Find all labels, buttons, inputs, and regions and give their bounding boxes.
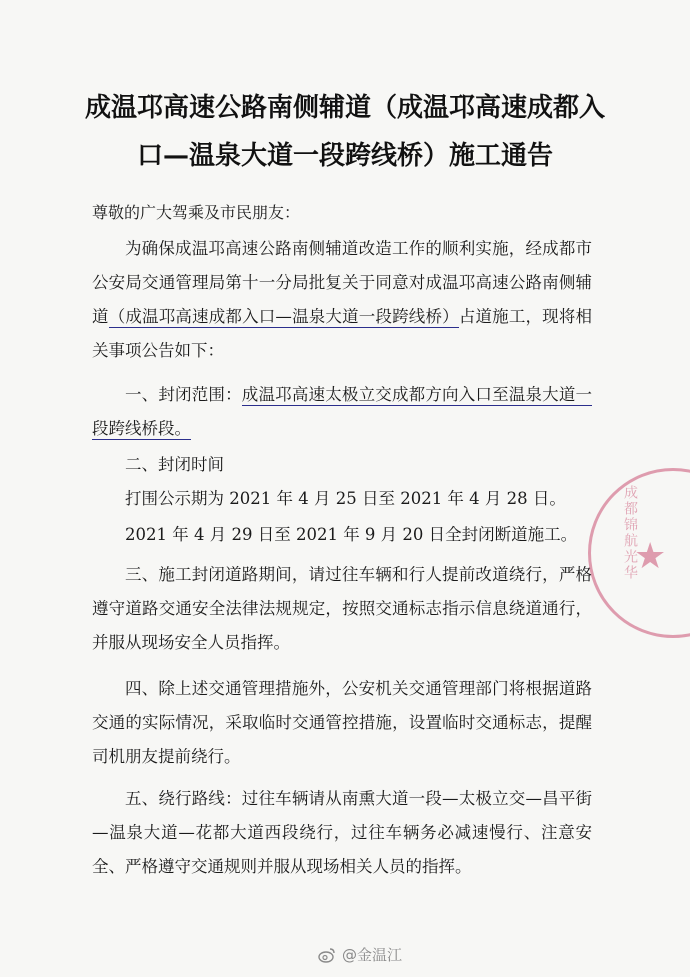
section-2-heading: 二、封闭时间	[125, 455, 224, 474]
intro-underlined-text: （成温邛高速成都入口—温泉大道一段跨线桥）	[108, 307, 459, 326]
page-title: 成温邛高速公路南侧辅道（成温邛高速成都入口—温泉大道一段跨线桥）施工通告	[84, 93, 605, 171]
section-2-line-2: 2021 年 4 月 29 日至 2021 年 9 月 20 日全封闭断道施工。	[125, 525, 578, 544]
salutation: 尊敬的广大驾乘及市民朋友：	[92, 203, 301, 222]
weibo-watermark	[318, 944, 402, 965]
section-3: 三、施工封闭道路期间，请过往车辆和行人提前改道绕行，严格遵守道路交通安全法律法规规定，按照交通标志指示信息绕道通行，并服从现场安全人员指挥。	[92, 565, 592, 652]
section-1-label: 一、封闭范围：	[125, 385, 242, 404]
intro-paragraph	[92, 232, 592, 368]
intro-text-end: 占道施工，现将相关事项公告如下：	[92, 307, 593, 360]
section-1	[92, 378, 592, 446]
section-4: 四、除上述交通管理措施外，公安机关交通管理部门将根据道路交通的实际情况，采取临时交通管控措施，设置临时交通标志，提醒司机朋友提前绕行。	[92, 679, 592, 766]
section-1-underlined-text: 成温邛高速太极立交成都方向入口至温泉大道一段跨线桥段。	[92, 385, 593, 438]
watermark-text: @金温江	[342, 946, 403, 964]
weibo-icon	[318, 947, 336, 963]
intro-text: 为确保成温邛高速公路南侧辅道改造工作的顺利实施，经成都市公安局交通管理局第十一分局批复关于同意对成温邛高速公路南侧辅道	[92, 239, 592, 326]
section-5: 五、绕行路线：过往车辆请从南熏大道一段—太极立交—昌平街—温泉大道—花都大道西段绕行，过往车辆务必减速慢行、注意安全、严格遵守交通规则并服从现场相关人员的指挥。	[92, 789, 592, 876]
seal-star-icon: ★	[634, 536, 667, 577]
section-2-line-1: 打围公示期为 2021 年 4 月 25 日至 2021 年 4 月 28 日。	[125, 489, 566, 508]
seal-text: 成都锦航光华	[622, 485, 638, 581]
